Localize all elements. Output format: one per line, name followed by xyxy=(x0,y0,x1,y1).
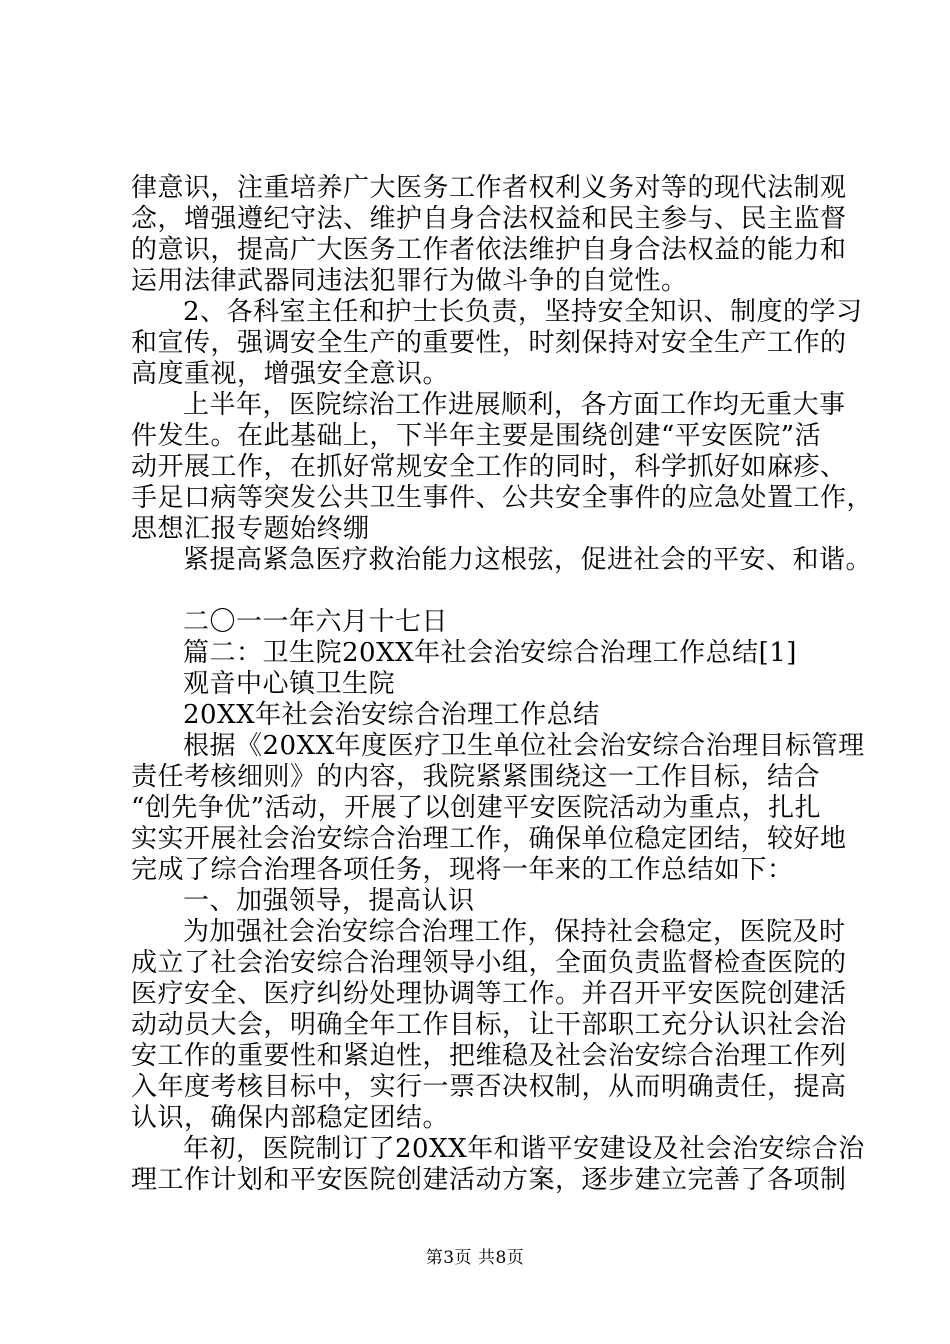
report-title: 20XX年社会治安综合治理工作总结 xyxy=(183,700,600,730)
text-line: 念，增强遵纪守法、维护自身合法权益和民主参与、民主监督 xyxy=(131,204,847,234)
text-line: 手足口病等突发公共卫生事件、公共安全事件的应急处置工作， xyxy=(131,483,874,513)
text-line: 律意识，注重培养广大医务工作者权利义务对等的现代法制观 xyxy=(131,173,847,203)
text-line: 动动员大会，明确全年工作目标，让干部职工充分认识社会治 xyxy=(131,1010,847,1040)
blank-line xyxy=(131,576,851,607)
text-line: 和宣传，强调安全生产的重要性，时刻保持对安全生产工作的 xyxy=(131,328,847,358)
text-line: 紧提高紧急医疗救治能力这根弦，促进社会的平安、和谐。 xyxy=(183,545,873,575)
document-body xyxy=(131,173,874,1196)
date-line: 二〇一一年六月十七日 xyxy=(183,607,449,637)
text-line: 理工作计划和平安医院创建活动方案，逐步建立完善了各项制 xyxy=(131,1165,847,1195)
organization-name: 观音中心镇卫生院 xyxy=(183,669,396,699)
text-line: 运用法律武器同违法犯罪行为做斗争的自觉性。 xyxy=(131,266,688,296)
text-line: 根据《20XX年度医疗卫生单位社会治安综合治理目标管理 xyxy=(183,731,865,761)
text-line: 入年度考核目标中，实行一票否决权制，从而明确责任，提高 xyxy=(131,1072,847,1102)
page-number: 第3页 共8页 xyxy=(425,1248,525,1268)
text-line: 的意识，提高广大医务工作者依法维护自身合法权益的能力和 xyxy=(131,235,847,265)
text-line: 高度重视，增强安全意识。 xyxy=(131,359,450,389)
text-line: 成立了社会治安综合治理领导小组，全面负责监督检查医院的 xyxy=(131,948,847,978)
text-line: 思想汇报专题始终绷 xyxy=(131,514,370,544)
text-line: “创先争优”活动，开展了以创建平安医院活动为重点，扎扎 xyxy=(131,793,822,823)
text-line: 件发生。在此基础上，下半年主要是围绕创建“平安医院”活 xyxy=(131,421,822,451)
text-line: 安工作的重要性和紧迫性，把维稳及社会治安综合治理工作列 xyxy=(131,1041,847,1071)
text-line: 实实开展社会治安综合治理工作，确保单位稳定团结，较好地 xyxy=(131,824,847,854)
text-line: 年初，医院制订了20XX年和谐平安建设及社会治安综合治 xyxy=(183,1134,865,1164)
text-line: 完成了综合治理各项任务，现将一年来的工作总结如下： xyxy=(131,855,794,885)
page-footer xyxy=(0,1243,950,1268)
text-line: 上半年，医院综治工作进展顺利，各方面工作均无重大事 xyxy=(183,390,846,420)
text-line: 医疗安全、医疗纠纷处理协调等工作。并召开平安医院创建活 xyxy=(131,979,847,1009)
text-line: 2、各科室主任和护士长负责，坚持安全知识、制度的学习 xyxy=(183,297,863,327)
text-line: 动开展工作，在抓好常规安全工作的同时，科学抓好如麻疹、 xyxy=(131,452,847,482)
text-line: 为加强社会治安综合治理工作，保持社会稳定，医院及时 xyxy=(183,917,846,947)
text-line: 责任考核细则》的内容，我院紧紧围绕这一工作目标，结合 xyxy=(131,762,821,792)
text-line: 认识，确保内部稳定团结。 xyxy=(131,1103,450,1133)
section-heading: 篇二：卫生院20XX年社会治安综合治理工作总结[1] xyxy=(183,638,797,668)
subsection-heading: 一、加强领导，提高认识 xyxy=(183,886,475,916)
